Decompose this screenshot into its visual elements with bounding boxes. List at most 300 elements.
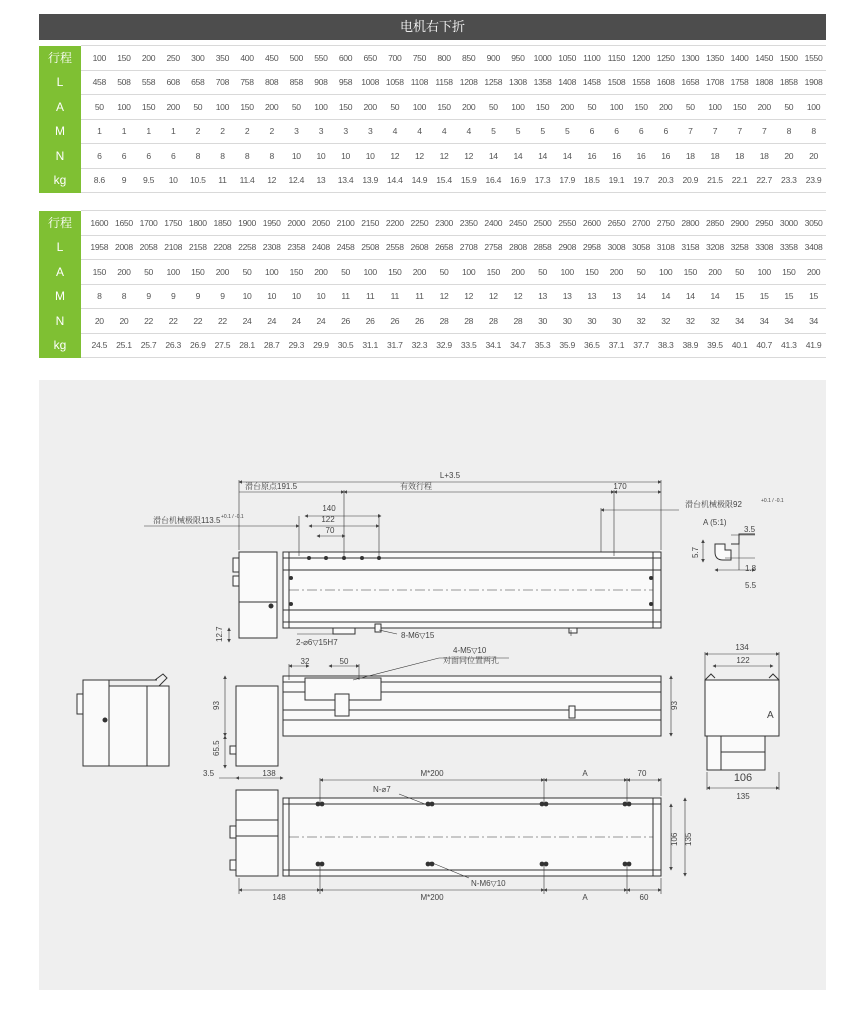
- spec-cell: 26: [333, 309, 358, 334]
- spec-cell: 14.9: [407, 168, 432, 193]
- row-label: M: [39, 119, 81, 144]
- spec-cell: 150: [136, 95, 161, 120]
- spec-cell: 23.9: [801, 168, 826, 193]
- spec-cell: 11: [210, 168, 235, 193]
- spec-cell: 2: [259, 119, 284, 144]
- spec-cell: 1000: [530, 46, 555, 71]
- spec-cell: 1458: [580, 70, 605, 95]
- dim-93-left: 93: [212, 701, 221, 710]
- spec-cell: 750: [407, 46, 432, 71]
- spec-cell: 50: [333, 260, 358, 285]
- spec-cell: 34.7: [506, 333, 531, 358]
- spec-cell: 150: [383, 260, 408, 285]
- spec-cell: 2858: [530, 235, 555, 260]
- spec-cell: 23.3: [777, 168, 802, 193]
- spec-cell: 15.9: [456, 168, 481, 193]
- dim-148: 148: [272, 893, 286, 902]
- spec-cell: 13: [604, 284, 629, 309]
- spec-cell: 12: [259, 168, 284, 193]
- spec-cell: 958: [333, 70, 358, 95]
- spec-cell: 8: [777, 119, 802, 144]
- spec-cell: 150: [629, 95, 654, 120]
- spec-cell: 2950: [752, 211, 777, 236]
- spec-cell: 150: [530, 95, 555, 120]
- spec-cell: 10.5: [186, 168, 211, 193]
- spec-cell: 30: [604, 309, 629, 334]
- dim-effective-stroke: 有效行程: [400, 482, 432, 491]
- spec-cell: 3: [358, 119, 383, 144]
- spec-cell: 150: [186, 260, 211, 285]
- spec-cell: 2358: [284, 235, 309, 260]
- spec-cell: 28.1: [235, 333, 260, 358]
- spec-cell: 12: [432, 284, 457, 309]
- spec-cell: 2150: [358, 211, 383, 236]
- spec-cell: 24: [284, 309, 309, 334]
- spec-cell: 1950: [259, 211, 284, 236]
- spec-cell: 8: [210, 144, 235, 169]
- dim-134: 134: [735, 643, 749, 652]
- spec-cell: 1350: [703, 46, 728, 71]
- spec-cell: 2250: [407, 211, 432, 236]
- spec-cell: 950: [506, 46, 531, 71]
- spec-cell: 12: [506, 284, 531, 309]
- spec-cell: 12: [407, 144, 432, 169]
- spec-cell: 3208: [703, 235, 728, 260]
- spec-cell: 150: [284, 260, 309, 285]
- spec-cell: 2458: [333, 235, 358, 260]
- spec-cell: 10: [309, 144, 334, 169]
- spec-cell: 5: [481, 119, 506, 144]
- spec-cell: 12: [481, 284, 506, 309]
- dim-122-end: 122: [736, 656, 750, 665]
- dim-m200-bottom: M*200: [420, 893, 444, 902]
- spec-cell: 15.4: [432, 168, 457, 193]
- spec-cell: 26: [383, 309, 408, 334]
- spec-cell: 2500: [530, 211, 555, 236]
- spec-cell: 41.9: [801, 333, 826, 358]
- spec-cell: 650: [358, 46, 383, 71]
- spec-row: [39, 235, 826, 260]
- spec-cell: 14: [506, 144, 531, 169]
- spec-cell: 150: [87, 260, 112, 285]
- dim-135-side: 135: [684, 832, 693, 846]
- spec-cell: 50: [136, 260, 161, 285]
- spec-cell: 1550: [801, 46, 826, 71]
- spec-cell: 38.3: [653, 333, 678, 358]
- dim-140: 140: [322, 504, 336, 513]
- spec-cell: 12: [383, 144, 408, 169]
- spec-cell: 250: [161, 46, 186, 71]
- spec-cell: 21.5: [703, 168, 728, 193]
- spec-cell: 32: [653, 309, 678, 334]
- spec-cell: 6: [580, 119, 605, 144]
- spec-row: [39, 168, 826, 193]
- spec-cell: 40.7: [752, 333, 777, 358]
- row-label: 行程: [39, 211, 81, 236]
- spec-cell: 1850: [210, 211, 235, 236]
- spec-cell: 50: [777, 95, 802, 120]
- motor-front: [239, 552, 277, 638]
- spec-cell: 100: [259, 260, 284, 285]
- spec-cell: 100: [161, 260, 186, 285]
- spec-cell: 32: [629, 309, 654, 334]
- spec-cell: 3: [309, 119, 334, 144]
- spec-cell: 14: [629, 284, 654, 309]
- spec-cell: 900: [481, 46, 506, 71]
- spec-cell: 32.3: [407, 333, 432, 358]
- spec-cell: 7: [703, 119, 728, 144]
- spec-cell: 2008: [112, 235, 137, 260]
- spec-cell: 508: [112, 70, 137, 95]
- spec-cell: 11.4: [235, 168, 260, 193]
- spec-cell: 50: [629, 260, 654, 285]
- spec-cell: 200: [358, 95, 383, 120]
- spec-cell: 200: [161, 95, 186, 120]
- spec-cell: 100: [456, 260, 481, 285]
- spec-cell: 11: [407, 284, 432, 309]
- spec-cell: 40.1: [727, 333, 752, 358]
- spec-cell: 1300: [678, 46, 703, 71]
- spec-cell: 1700: [136, 211, 161, 236]
- spec-cell: 32: [703, 309, 728, 334]
- motor-top: [236, 686, 278, 766]
- spec-cell: 29.9: [309, 333, 334, 358]
- spec-cell: 50: [580, 95, 605, 120]
- spec-cell: 18: [727, 144, 752, 169]
- spec-cell: 14: [555, 144, 580, 169]
- spec-cell: 2: [235, 119, 260, 144]
- spec-cell: 28.7: [259, 333, 284, 358]
- dim-12-7: 12.7: [215, 626, 224, 642]
- spec-cell: 350: [210, 46, 235, 71]
- spec-cell: 24: [259, 309, 284, 334]
- spec-row: [39, 260, 826, 285]
- dim-mech-limit-right: 滑台机械极限92: [685, 500, 742, 509]
- spec-cell: 24: [235, 309, 260, 334]
- spec-cell: 7: [752, 119, 777, 144]
- spec-row: [39, 70, 826, 95]
- spec-cell: 1250: [653, 46, 678, 71]
- spec-cell: 1608: [653, 70, 678, 95]
- dim-106-side: 106: [670, 832, 679, 846]
- spec-cell: 2558: [383, 235, 408, 260]
- spec-cell: 1: [161, 119, 186, 144]
- spec-row: [39, 119, 826, 144]
- spec-cell: 2300: [432, 211, 457, 236]
- spec-cell: 1150: [604, 46, 629, 71]
- spec-cell: 2758: [481, 235, 506, 260]
- spec-cell: 22: [136, 309, 161, 334]
- spec-cell: 8: [87, 284, 112, 309]
- spec-cell: 2550: [555, 211, 580, 236]
- spec-cell: 17.3: [530, 168, 555, 193]
- spec-cell: 1308: [506, 70, 531, 95]
- spec-cell: 14: [703, 284, 728, 309]
- spec-cell: 11: [333, 284, 358, 309]
- right-end-view: [705, 652, 779, 790]
- spec-cell: 30: [580, 309, 605, 334]
- spec-cell: 34.1: [481, 333, 506, 358]
- spec-row: [39, 46, 826, 71]
- spec-cell: 858: [284, 70, 309, 95]
- spec-cell: 1450: [752, 46, 777, 71]
- dim-m200-top: M*200: [420, 769, 444, 778]
- spec-cell: 20: [777, 144, 802, 169]
- spec-cell: 9: [136, 284, 161, 309]
- spec-cell: 100: [604, 95, 629, 120]
- spec-cell: 1958: [87, 235, 112, 260]
- spec-cell: 28: [432, 309, 457, 334]
- spec-cell: 10: [333, 144, 358, 169]
- spec-cell: 34: [752, 309, 777, 334]
- dim-a-bottom: A: [582, 893, 588, 902]
- detail-title: A (5:1): [703, 518, 727, 527]
- spec-cell: 100: [407, 95, 432, 120]
- row-label: N: [39, 309, 81, 334]
- spec-cell: 12: [432, 144, 457, 169]
- spec-cell: 1650: [112, 211, 137, 236]
- spec-cell: 20: [87, 309, 112, 334]
- dim-50: 50: [339, 657, 349, 666]
- spec-cell: 1050: [555, 46, 580, 71]
- spec-cell: 10: [259, 284, 284, 309]
- spec-cell: 1400: [727, 46, 752, 71]
- spec-cell: 3058: [629, 235, 654, 260]
- spec-row: [39, 211, 826, 236]
- spec-cell: 2100: [333, 211, 358, 236]
- spec-cell: 800: [432, 46, 457, 71]
- spec-cell: 1058: [383, 70, 408, 95]
- spec-cell: 2658: [432, 235, 457, 260]
- spec-cell: 32: [678, 309, 703, 334]
- dim-mech-limit-right-tol: +0.1 / -0.1: [761, 498, 784, 504]
- spec-cell: 1508: [604, 70, 629, 95]
- spec-cell: 200: [555, 95, 580, 120]
- spec-cell: 13: [580, 284, 605, 309]
- spec-cell: 38.9: [678, 333, 703, 358]
- spec-cell: 36.5: [580, 333, 605, 358]
- spec-cell: 3: [284, 119, 309, 144]
- spec-cell: 2058: [136, 235, 161, 260]
- spec-cell: 200: [210, 260, 235, 285]
- spec-cell: 1858: [777, 70, 802, 95]
- spec-cell: 2: [210, 119, 235, 144]
- spec-cell: 1: [87, 119, 112, 144]
- spec-cell: 18.5: [580, 168, 605, 193]
- spec-cell: 25.7: [136, 333, 161, 358]
- dim-93-right: 93: [670, 701, 679, 710]
- spec-cell: 658: [186, 70, 211, 95]
- spec-cell: 200: [801, 260, 826, 285]
- spec-cell: 13.9: [358, 168, 383, 193]
- dim-overall: L+3.5: [439, 471, 461, 480]
- spec-cell: 3108: [653, 235, 678, 260]
- spec-cell: 4: [432, 119, 457, 144]
- spec-cell: 9.5: [136, 168, 161, 193]
- marker-a: A: [767, 710, 774, 721]
- spec-cell: 150: [333, 95, 358, 120]
- spec-cell: 2208: [210, 235, 235, 260]
- spec-cell: 500: [284, 46, 309, 71]
- front-view: [144, 480, 679, 642]
- spec-cell: 14: [481, 144, 506, 169]
- label-n-m6: N-M6▽10: [471, 879, 506, 888]
- dim-mech-limit-left: 滑台机械极限113.5: [153, 516, 221, 525]
- spec-cell: 400: [235, 46, 260, 71]
- spec-cell: 20: [801, 144, 826, 169]
- top-view: [219, 658, 671, 778]
- spec-cell: 18: [703, 144, 728, 169]
- spec-cell: 1900: [235, 211, 260, 236]
- spec-cell: 600: [333, 46, 358, 71]
- page-title: 电机右下折: [399, 19, 465, 34]
- spec-cell: 700: [383, 46, 408, 71]
- spec-cell: 35.3: [530, 333, 555, 358]
- spec-cell: 3008: [604, 235, 629, 260]
- row-label: L: [39, 70, 81, 95]
- detail-dim-5-7: 5.7: [691, 546, 700, 558]
- spec-cell: 100: [555, 260, 580, 285]
- spec-cell: 8: [235, 144, 260, 169]
- spec-cell: 3308: [752, 235, 777, 260]
- spec-cell: 8: [186, 144, 211, 169]
- spec-cell: 3408: [801, 235, 826, 260]
- spec-cell: 12: [456, 284, 481, 309]
- spec-cell: 26.9: [186, 333, 211, 358]
- label-n-phi7: N-⌀7: [373, 785, 391, 794]
- spec-cell: 50: [186, 95, 211, 120]
- spec-cell: 150: [727, 95, 752, 120]
- detail-dim-3-5: 3.5: [744, 525, 756, 534]
- spec-cell: 100: [112, 95, 137, 120]
- spec-cell: 1108: [407, 70, 432, 95]
- spec-cell: 6: [629, 119, 654, 144]
- spec-cell: 22: [161, 309, 186, 334]
- spec-cell: 200: [604, 260, 629, 285]
- spec-cell: 8: [801, 119, 826, 144]
- spec-cell: 1500: [777, 46, 802, 71]
- spec-cell: 30.5: [333, 333, 358, 358]
- spec-cell: 9: [112, 168, 137, 193]
- technical-drawing: [39, 380, 826, 990]
- spec-cell: 13: [530, 284, 555, 309]
- spec-cell: 18: [752, 144, 777, 169]
- spec-cell: 8: [112, 284, 137, 309]
- spec-cell: 1808: [752, 70, 777, 95]
- spec-cell: 150: [777, 260, 802, 285]
- spec-cell: 2750: [653, 211, 678, 236]
- spec-cell: 2450: [506, 211, 531, 236]
- spec-cell: 150: [235, 95, 260, 120]
- spec-cell: 2000: [284, 211, 309, 236]
- spec-cell: 26: [358, 309, 383, 334]
- dim-70: 70: [325, 526, 335, 535]
- dim-65-5: 65.5: [212, 740, 221, 756]
- spec-cell: 25.1: [112, 333, 137, 358]
- spec-cell: 150: [580, 260, 605, 285]
- spec-cell: 200: [136, 46, 161, 71]
- spec-cell: 100: [703, 95, 728, 120]
- spec-cell: 6: [136, 144, 161, 169]
- dim-138: 138: [262, 769, 276, 778]
- detail-dim-5-5: 5.5: [745, 581, 757, 590]
- spec-cell: 2908: [555, 235, 580, 260]
- spec-cell: 15: [727, 284, 752, 309]
- dim-32: 32: [300, 657, 310, 666]
- spec-cell: 3258: [727, 235, 752, 260]
- spec-cell: 4: [456, 119, 481, 144]
- row-label: M: [39, 284, 81, 309]
- spec-cell: 2900: [727, 211, 752, 236]
- spec-cell: 8: [259, 144, 284, 169]
- spec-cell: 26: [407, 309, 432, 334]
- dim-70b: 70: [637, 769, 647, 778]
- spec-cell: 150: [678, 260, 703, 285]
- spec-cell: 1758: [727, 70, 752, 95]
- spec-cell: 7: [678, 119, 703, 144]
- spec-cell: 150: [481, 260, 506, 285]
- spec-row: [39, 144, 826, 169]
- spec-cell: 16.4: [481, 168, 506, 193]
- spec-cell: 13.4: [333, 168, 358, 193]
- dim-135-end: 135: [736, 792, 750, 801]
- spec-cell: 2308: [259, 235, 284, 260]
- spec-cell: 4: [383, 119, 408, 144]
- spec-cell: 1200: [629, 46, 654, 71]
- spec-cell: 2508: [358, 235, 383, 260]
- dim-mech-limit-left-tol: +0.1 / -0.1: [221, 514, 244, 520]
- spec-cell: 24.5: [87, 333, 112, 358]
- spec-cell: 200: [653, 95, 678, 120]
- spec-cell: 5: [530, 119, 555, 144]
- spec-cell: 10: [235, 284, 260, 309]
- spec-cell: 50: [432, 260, 457, 285]
- spec-cell: 1708: [703, 70, 728, 95]
- spec-cell: 34: [727, 309, 752, 334]
- spec-cell: 100: [87, 46, 112, 71]
- spec-cell: 20.9: [678, 168, 703, 193]
- spec-cell: 558: [136, 70, 161, 95]
- spec-cell: 6: [161, 144, 186, 169]
- dim-60: 60: [639, 893, 649, 902]
- bottom-view: [230, 778, 685, 894]
- spec-cell: 450: [259, 46, 284, 71]
- spec-row: [39, 284, 826, 309]
- spec-cell: 16: [653, 144, 678, 169]
- spec-cell: 18: [678, 144, 703, 169]
- label-m5-holes: 4-M5▽10: [453, 646, 487, 655]
- spec-cell: 3000: [777, 211, 802, 236]
- spec-row: [39, 309, 826, 334]
- spec-cell: 10: [358, 144, 383, 169]
- spec-cell: 200: [309, 260, 334, 285]
- spec-cell: 9: [210, 284, 235, 309]
- spec-cell: 22.1: [727, 168, 752, 193]
- spec-cell: 2850: [703, 211, 728, 236]
- spec-cell: 300: [186, 46, 211, 71]
- spec-cell: 11: [383, 284, 408, 309]
- spec-cell: 1800: [186, 211, 211, 236]
- spec-cell: 50: [727, 260, 752, 285]
- row-label: L: [39, 235, 81, 260]
- spec-cell: 150: [432, 95, 457, 120]
- spec-cell: 13: [309, 168, 334, 193]
- spec-cell: 16: [604, 144, 629, 169]
- left-end-view: [77, 674, 169, 766]
- spec-cell: 850: [456, 46, 481, 71]
- dim-a-top: A: [582, 769, 588, 778]
- spec-cell: 2050: [309, 211, 334, 236]
